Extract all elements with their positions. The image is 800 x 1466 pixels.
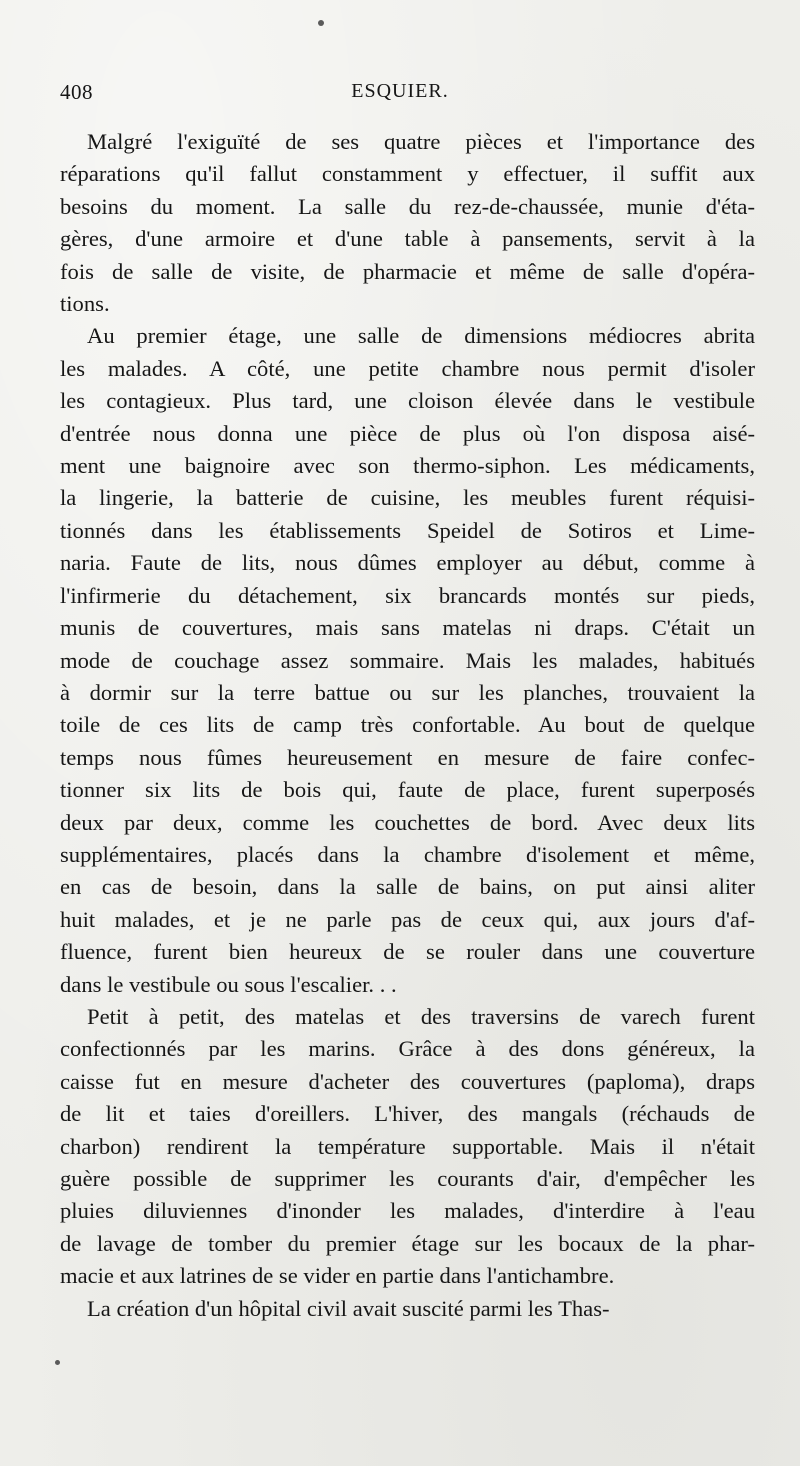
text-line: naria. Faute de lits, nous dûmes employer au début, comme à [60,550,755,576]
text-line: réparations qu'il fallut constamment y effectuer, il suffit aux [60,161,755,187]
paragraph [60,320,755,1001]
text-line: ment une baignoire avec son thermo-siphon. Les médicaments, [60,453,755,479]
text-line: fois de salle de visite, de pharmacie et même de salle d'opéra- [60,258,755,284]
paragraph [60,1293,755,1325]
ink-speck [55,1360,60,1365]
text-line: à dormir sur la terre battue ou sur les planches, trouvaient la [60,679,755,705]
text-line: gères, d'une armoire et d'une table à pansements, servit à la [60,226,755,252]
text-line: d'entrée nous donna une pièce de plus où l'on disposa aisé- [60,420,755,446]
text-line: huit malades, et je ne parle pas de ceux qui, aux jours d'af- [60,906,755,932]
text-line: mode de couchage assez sommaire. Mais les malades, habitués [60,647,755,673]
text-line: la lingerie, la batterie de cuisine, les meubles furent réquisi- [60,485,755,511]
text-line: supplémentaires, placés dans la chambre d'isolement et même, [60,841,755,867]
paragraph [60,126,755,320]
text-line: les contagieux. Plus tard, une cloison élevée dans le vestibule [60,388,755,414]
text-line: guère possible de supprimer les courants d'air, d'empêcher les [60,1166,755,1191]
text-line: les malades. A côté, une petite chambre nous permit d'isoler [60,355,755,381]
text-line: pluies diluviennes d'inonder les malades, d'interdire à l'eau [60,1198,755,1224]
text-line: de lavage de tomber du premier étage sur les bocaux de la phar- [60,1230,755,1256]
ink-speck [318,20,324,26]
text-line: besoins du moment. La salle du rez-de-chaussée, munie d'éta- [60,193,755,219]
running-title: ESQUIER. [351,80,449,102]
text-line: tionnés dans les établissements Speidel de Sotiros et Lime- [60,517,755,543]
text-line: munis de couvertures, mais sans matelas ni draps. C'était un [60,615,755,641]
page-number: 408 [60,80,93,104]
text-line: temps nous fûmes heureusement en mesure de faire confec- [60,744,755,770]
text-line: Au premier étage, une salle de dimensions médiocres abrita [87,323,755,349]
text-line: charbon) rendirent la température supportable. Mais il n'était [60,1133,755,1159]
text-line: caisse fut en mesure d'acheter des couvertures (paploma), draps [60,1068,755,1094]
text-line: Malgré l'exiguïté de ses quatre pièces et l'importance des [87,129,755,154]
text-line: tionner six lits de bois qui, faute de place, furent superposés [60,777,755,803]
text-line: dans le vestibule ou sous l'escalier. . . [60,971,397,997]
text-line: confectionnés par les marins. Grâce à des dons généreux, la [60,1036,755,1062]
text-line: en cas de besoin, dans la salle de bains, on put ainsi aliter [60,874,755,900]
text-line: Petit à petit, des matelas et des traversins de varech furent [87,1003,755,1029]
text-line: de lit et taies d'oreillers. L'hiver, des mangals (réchauds de [60,1101,755,1127]
text-line: La création d'un hôpital civil avait suscité parmi les Thas- [87,1295,610,1321]
text-line: macie et aux latrines de se vider en partie dans l'antichambre. [60,1263,615,1289]
paragraph [60,1001,755,1293]
body-text [60,126,755,1325]
text-line: fluence, furent bien heureux de se rouler dans une couverture [60,939,755,965]
text-line: l'infirmerie du détachement, six brancards montés sur pieds, [60,582,755,608]
text-line: toile de ces lits de camp très confortable. Au bout de quelque [60,712,755,738]
page-header [60,80,740,110]
text-line: tions. [60,291,110,317]
text-line: deux par deux, comme les couchettes de bord. Avec deux lits [60,809,755,835]
